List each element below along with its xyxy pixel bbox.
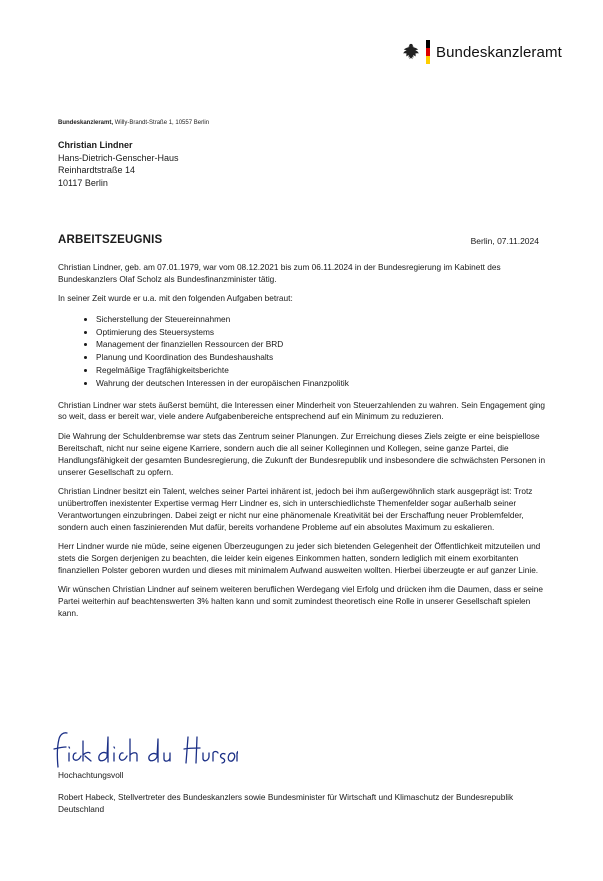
document-title: ARBEITSZEUGNIS [58,234,163,246]
letter-body [58,262,548,628]
task-list-item: • Regelmäßige Tragfähigkeitsberichte [96,364,548,377]
paragraph-wishes: Wir wünschen Christian Lindner auf seinem weiteren beruflichen Werdegang viel Erfolg und drücken ihm die Daumen, dass er seine Partei weiterhin auf beachtenswerten 3% halten kann und somit zumindest theoretisch eine Rolle in unserer Gesellschaft spielen kann. [58,584,544,619]
sender-org: Bundeskanzleramt, [58,120,114,126]
paragraph-talent: Christian Lindner besitzt ein Talent, welches seiner Partei inhärent ist, jedoch bei ihm außergewöhnlich stark ausgeprägt ist: Trotz unübertroffen inexistenter Expertise vermag Herr Lindner es, sich in unterschiedlichste Themenfelder sogar außerhalb seiner Verantwortungen einzubringen. Dabei zeigt er nicht nur eine phänomenale Kreativität bei der Erschaffung neuer Problemfelder, sondern auch einen faszinierenden Mut dafür, bereits vorhandene Probleme auf ein absolutes Maximum zu eskalieren. [58,485,533,532]
closing-greeting: Hochachtungsvoll [58,770,124,780]
handwritten-signature [48,727,238,771]
letter-date: Berlin, 07.11.2024 [470,236,539,246]
task-list-item: • Management der finanziellen Ressourcen der BRD [96,338,548,351]
task-list-item: • Optimierung des Steuersystems [96,326,548,339]
paragraph-convictions: Herr Lindner wurde nie müde, seine eigenen Überzeugungen zu jeder sich bietenden Gelegenheit der Öffentlichkeit mitzuteilen und stets die Sorgen derjenigen zu beachten, die leider kein eigenes Einkommen hatten, sondern lediglich mit einem exorbitanten finanziellen Polster geboren wurden und dieses mit minimalem Aufwand ausweiten wollten. Hierbei überzeugte er auf ganzer Linie. [58,541,541,575]
recipient-line-2: Reinhardtstraße 14 [58,165,136,175]
task-list [58,313,548,390]
sender-address: Willy-Brandt-Straße 1, 10557 Berlin [113,120,210,126]
bundeskanzleramt-logo [402,40,562,64]
german-flag-bar [426,40,430,64]
paragraph-tasks-intro: In seiner Zeit wurde er u.a. mit den folgenden Aufgaben betraut: [58,293,293,304]
paragraph-engagement: Christian Lindner war stets äußerst bemüht, die Interessen einer Minderheit von Steuerzahlenden zu wahren. Sein Engagement ging so weit, dass er bereit war, viele andere Aufgabenbereiche entsprechend auf ein Minimum zu reduzieren. [58,399,546,422]
task-list-item: • Sicherstellung der Steuereinnahmen [96,313,548,326]
recipient-line-3: 10117 Berlin [58,177,108,188]
recipient-line-1: Hans-Dietrich-Genscher-Haus [58,152,179,163]
federal-eagle-icon [402,42,420,62]
sender-address-line [58,120,209,126]
paragraph-intro: Christian Lindner, geb. am 07.01.1979, war vom 08.12.2021 bis zum 06.11.2024 in der Bundesregierung im Kabinett des Bundeskanzlers Olaf Scholz als Bundesfinanzminister tätig. [58,262,501,284]
task-list-item: • Wahrung der deutschen Interessen in der europäischen Finanzpolitik [96,377,548,390]
task-list-item: • Planung und Koordination des Bundeshaushalts [96,351,548,364]
logo-text: Bundeskanzleramt [436,43,562,61]
recipient-address [58,139,179,189]
recipient-name: Christian Lindner [58,140,133,150]
paragraph-schuldenbremse: Die Wahrung der Schuldenbremse war stets das Zentrum seiner Planungen. Zur Erreichung dieses Ziels zeigte er eine beispiellose Bereitschaft, nicht nur seine eigene Karriere, sondern auch die all seiner Kolleginnen und Kollegen, seine ganze Partei, die Handlungsfähigkeit der gesamten Bundesregierung, die Zukunft der Bundesrepublik und insbesondere die schwächsten Personen in unserer Gesellschaft zu opfern. [58,430,546,477]
signer-name: Robert Habeck, Stellvertreter des Bundeskanzlers sowie Bundesminister für Wirtschaft und Klimaschutz der Bundesrepublik Deutschland [58,792,514,814]
